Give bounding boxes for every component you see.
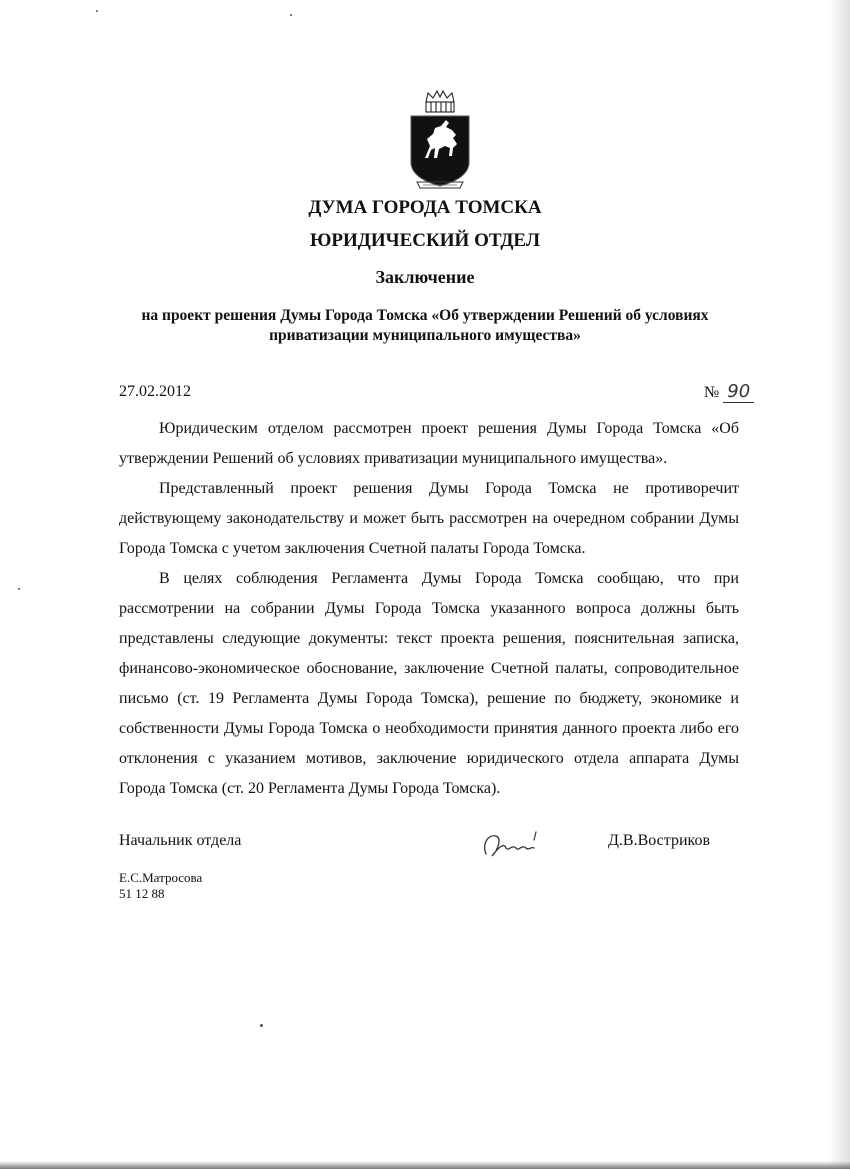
document-body <box>119 414 739 804</box>
document-date: 27.02.2012 <box>119 383 191 400</box>
handwritten-signature <box>478 826 550 862</box>
subject-line-1: на проект решения Думы Города Томска «Об утверждении Решений об условиях <box>141 307 709 324</box>
scan-speck <box>290 14 292 16</box>
body-paragraph: В целях соблюдения Регламента Думы Города Томска сообщаю, что при рассмотрении на собрании Думы Города Томска указанного вопроса должны быть представлены следующие документы: текст проекта решения, пояснительная записка, финансово-экономическое обоснование, заключение Счетной палаты, сопроводительное письмо (ст. 19 Регламента Думы Города Томска), решение по бюджету, экономике и собственности Думы Города Томска о необходимости принятия данного проекта либо его отклонения с указанием мотивов, заключение юридического отдела аппарата Думы Города Томска (ст. 20 Регламента Думы Города Томска). <box>119 570 739 797</box>
organization-name: ДУМА ГОРОДА ТОМСКА <box>308 197 542 218</box>
document-type: Заключение <box>375 267 475 287</box>
department-name: ЮРИДИЧЕСКИЙ ОТДЕЛ <box>310 230 540 251</box>
executor-phone: 51 12 88 <box>119 886 165 901</box>
body-paragraph: Представленный проект решения Думы Города Томска не противоречит действующему законодательству и может быть рассмотрен на очередном собрании Думы Города Томска с учетом заключения Счетной палаты Города Томска. <box>119 480 739 557</box>
scan-edge-shadow <box>828 0 850 1169</box>
scan-bottom-edge <box>0 1161 850 1169</box>
tomsk-coat-of-arms-icon <box>405 90 475 194</box>
signature-position: Начальник отдела <box>119 832 242 849</box>
scan-speck <box>260 1024 263 1027</box>
executor-name: Е.С.Матросова <box>119 870 203 885</box>
executor-info <box>119 870 202 902</box>
subject-line-2: приватизации муниципального имущества» <box>269 327 581 344</box>
number-label: № <box>704 384 720 401</box>
scan-speck <box>18 588 20 590</box>
scan-speck <box>96 10 98 12</box>
signer-name: Д.В.Востриков <box>608 832 711 849</box>
document-number <box>704 381 754 402</box>
number-value: 90 <box>723 381 754 403</box>
body-paragraph: Юридическим отделом рассмотрен проект решения Думы Города Томска «Об утверждении Решений об условиях приватизации муниципального имущества». <box>119 420 739 467</box>
